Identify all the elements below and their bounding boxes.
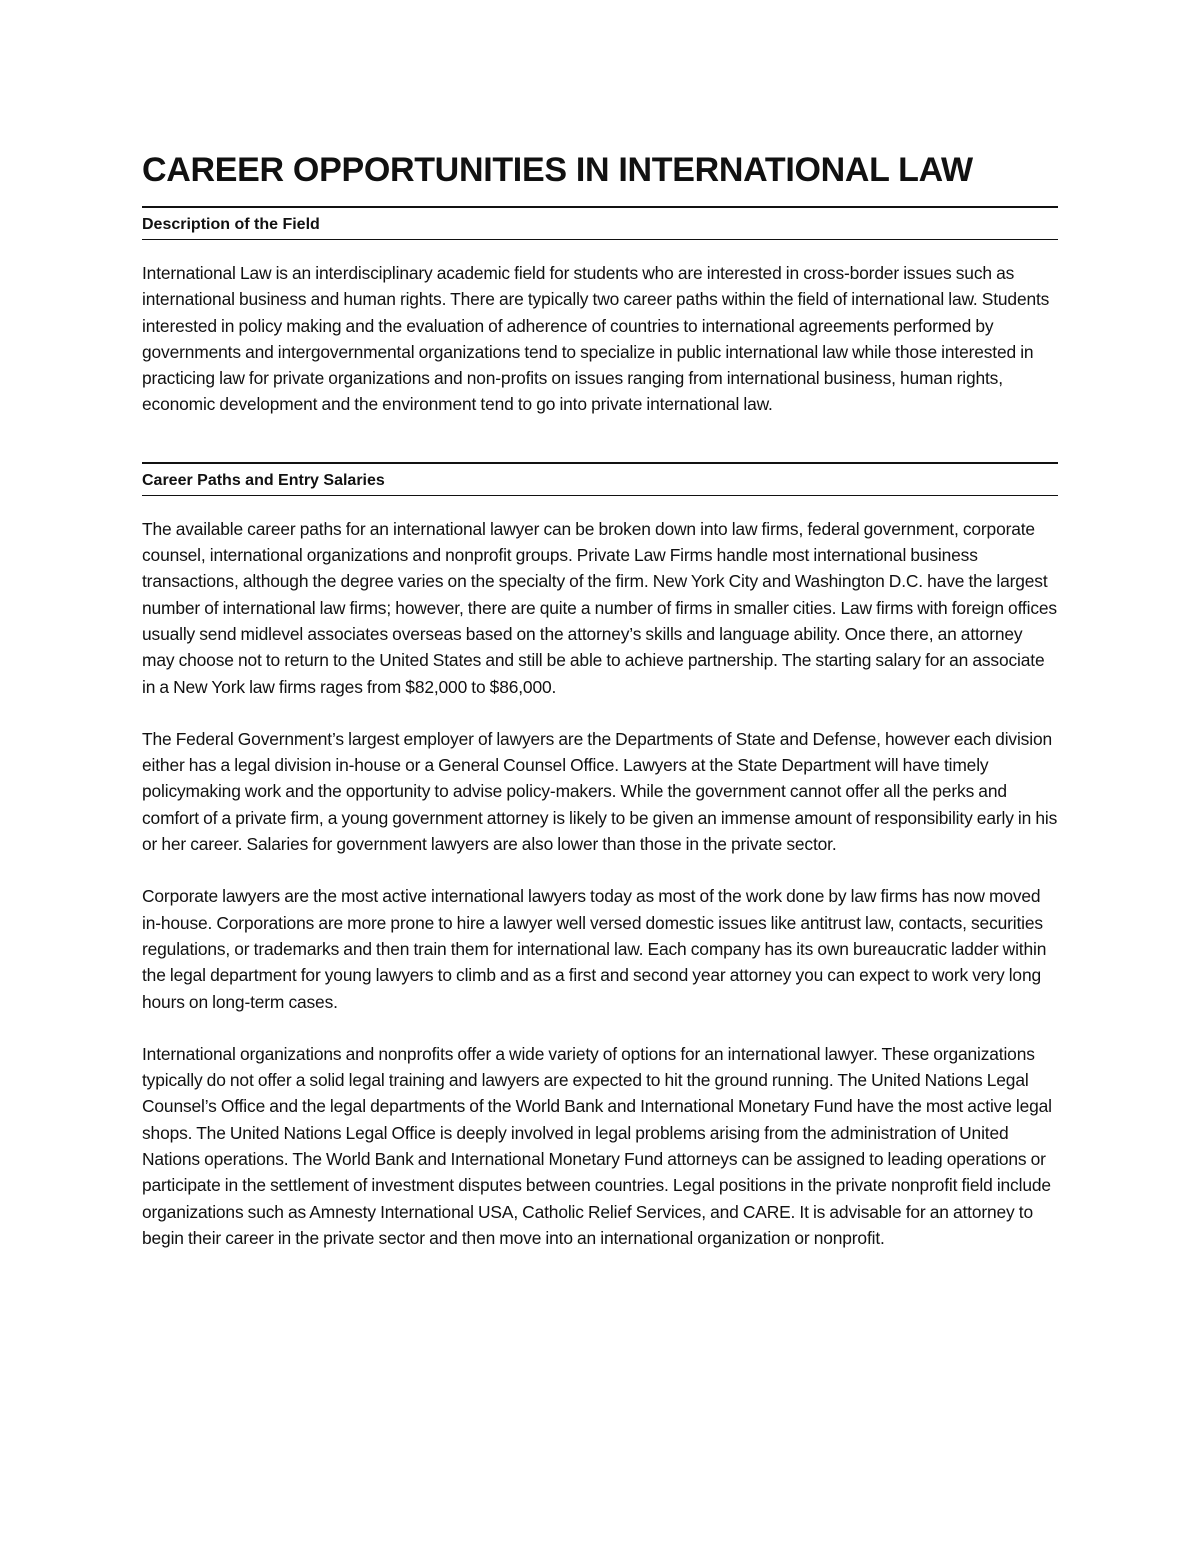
paragraph-international-organizations: International organizations and nonprofits offer a wide variety of options for an international lawyer. These organizations typically do not offer a solid legal training and lawyers are expected to hit the ground running. The United Nations Legal Counsel’s Office and the legal departments of the World Bank and International Monetary Fund have the most active legal shops. The United Nations Legal Office is deeply involved in legal problems arising from the administration of United Nations operations. The World Bank and International Monetary Fund attorneys can be assigned to leading operations or participate in the settlement of investment disputes between countries. Legal positions in the private nonprofit field include organizations such as Amnesty International USA, Catholic Relief Services, and CARE. It is advisable for an attorney to begin their career in the private sector and then move into an international organization or nonprofit. — [142, 1043, 1052, 1248]
section-heading-description: Description of the Field — [142, 206, 1058, 240]
page-title: CAREER OPPORTUNITIES IN INTERNATIONAL LAW — [142, 151, 973, 189]
section-heading-career-paths: Career Paths and Entry Salaries — [142, 462, 1058, 496]
paragraph-corporate-lawyers: Corporate lawyers are the most active international lawyers today as most of the work done by law firms has now moved in-house. Corporations are more prone to hire a lawyer well versed domestic issues like antitrust law, contacts, securities regulations, or trademarks and then train them for international law. Each company has its own bureaucratic ladder within the legal department for young lawyers to climb and as a first and second year attorney you can expect to work very long hours on long-term cases. — [142, 886, 1047, 1012]
document-page — [142, 150, 1058, 1251]
paragraph-federal-government: The Federal Government’s largest employer of lawyers are the Departments of State and Defense, however each division either has a legal division in-house or a General Counsel Office. Lawyers at the State Department will have timely policymaking work and the opportunity to advise policy-makers. While the government cannot offer all the perks and comfort of a private firm, a young government attorney is likely to be given an immense amount of responsibility early in his or her career. Salaries for government lawyers are also lower than those in the private sector. — [142, 728, 1058, 855]
paragraph-description: International Law is an interdisciplinary academic field for students who are interested in cross-border issues such as international business and human rights. There are typically two career paths within the field of international law. Students interested in policy making and the evaluation of adherence of countries to international agreements performed by governments and intergovernmental organizations tend to specialize in public international law while those interested in practicing law for private organizations and non-profits on issues ranging from international business, human rights, economic development and the environment tend to go into private international law. — [142, 263, 1050, 415]
paragraph-law-firms: The available career paths for an international lawyer can be broken down into law firms, federal government, corporate counsel, international organizations and nonprofit groups. Private Law Firms handle most international business transactions, although the degree varies on the specialty of the firm. New York City and Washington D.C. have the largest number of international law firms; however, there are quite a number of firms in smaller cities. Law firms with foreign offices usually send midlevel associates overseas based on the attorney’s skills and language ability. Once there, an attorney may choose not to return to the United States and still be able to achieve partnership. The starting salary for an associate in a New York law firms rages from $82,000 to $86,000. — [142, 518, 1057, 697]
